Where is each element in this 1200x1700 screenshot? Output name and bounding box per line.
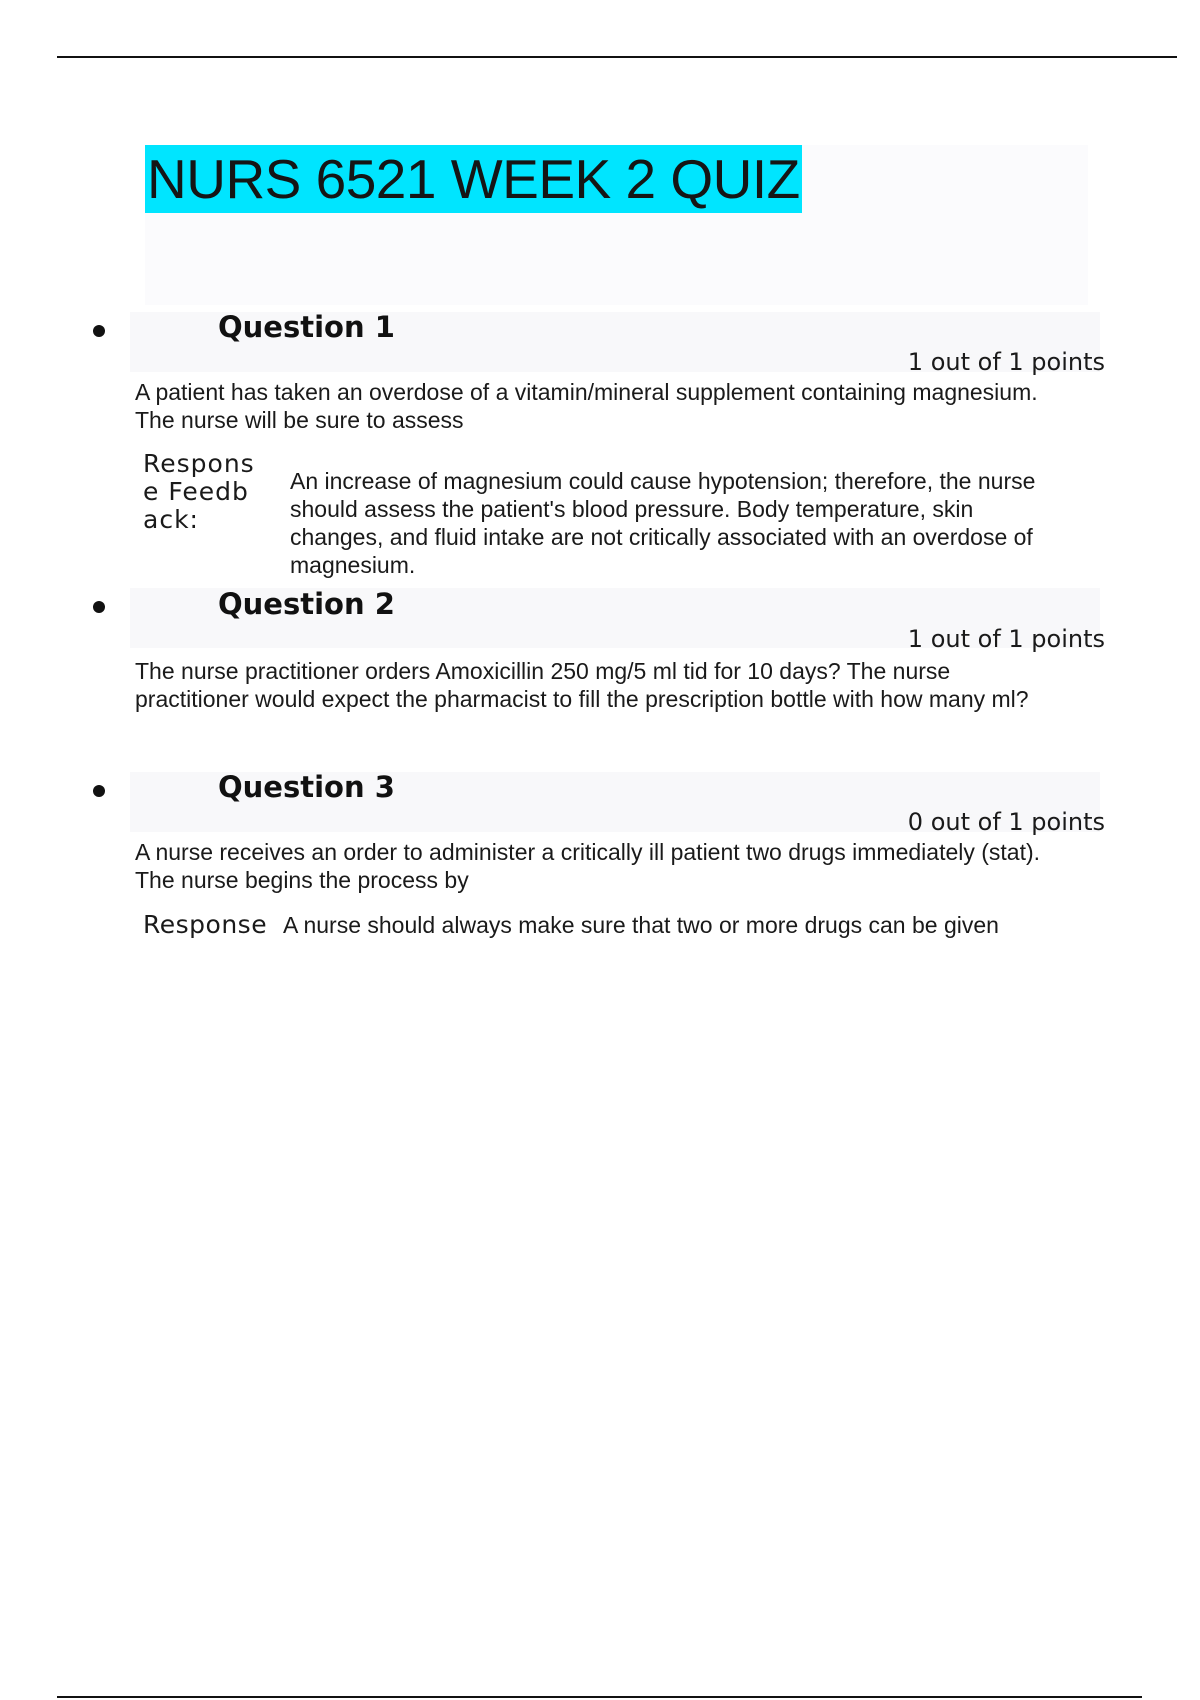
question-heading: Question 3 xyxy=(218,770,395,804)
top-rule xyxy=(57,56,1177,58)
response-text: A nurse should always make sure that two or more drugs can be given xyxy=(283,912,999,938)
document-title: NURS 6521 WEEK 2 QUIZ xyxy=(145,145,802,213)
bullet-icon xyxy=(93,601,105,613)
question-points: 1 out of 1 points xyxy=(907,625,1105,653)
bullet-icon xyxy=(93,325,105,337)
question-text: The nurse practitioner orders Amoxicillin 250 mg/5 ml tid for 10 days? The nurse practitioner would expect the pharmacist to fill the prescription bottle with how many ml? xyxy=(135,658,1029,712)
bullet-icon xyxy=(93,785,105,797)
question-heading: Question 1 xyxy=(218,310,395,344)
question-text: A patient has taken an overdose of a vitamin/mineral supplement containing magnesium. The nurse will be sure to assess xyxy=(135,379,1038,433)
response-feedback-label: Response Feedback: xyxy=(143,449,255,534)
response-label: Response xyxy=(143,910,268,939)
question-heading: Question 2 xyxy=(218,587,395,621)
bottom-rule xyxy=(57,1696,1142,1698)
question-points: 0 out of 1 points xyxy=(907,808,1105,836)
response-feedback-text: An increase of magnesium could cause hypotension; therefore, the nurse should assess the patient's blood pressure. Body temperature, skin changes, and fluid intake are not critically associated with an overdose of magnesium. xyxy=(290,468,1036,578)
question-points: 1 out of 1 points xyxy=(907,348,1105,376)
question-text: A nurse receives an order to administer a critically ill patient two drugs immediately (stat). The nurse begins the process by xyxy=(135,839,1041,893)
